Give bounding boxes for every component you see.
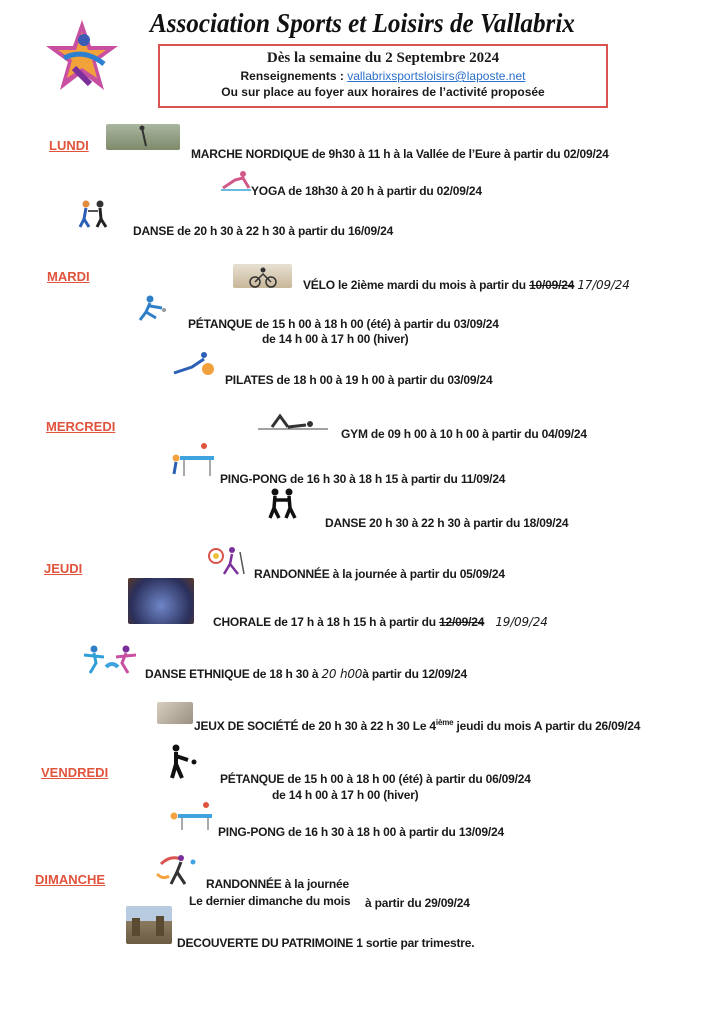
activity-randonnee-dimanche-2: Le dernier dimanche du mois bbox=[189, 894, 351, 908]
heritage-photo bbox=[126, 906, 172, 944]
jeux-text: JEUX DE SOCIÉTÉ de 20 h 30 à 22 h 30 Le 4 bbox=[194, 719, 436, 733]
jeux-date: jeudi du mois A partir du 26/09/24 bbox=[456, 719, 641, 733]
ping-pong-icon-2 bbox=[168, 800, 216, 832]
activity-ping-pong-mercredi: PING-PONG de 16 h 30 à 18 h 15 à partir du 11/09/24 bbox=[220, 472, 506, 486]
activity-petanque-vendredi-2: de 14 h 00 à 17 h 00 (hiver) bbox=[272, 788, 419, 802]
activity-pilates: PILATES de 18 h 00 à 19 h 00 à partir du 03/09/24 bbox=[225, 373, 493, 387]
association-logo bbox=[44, 18, 120, 94]
ping-pong-icon bbox=[168, 440, 216, 478]
activity-chorale bbox=[213, 615, 548, 629]
velo-text: VÉLO le 2ième mardi du mois à partir du bbox=[303, 278, 526, 292]
velo-new-date: 17/09/24 bbox=[577, 278, 630, 292]
jeux-superscript: ième bbox=[435, 718, 454, 727]
activity-petanque-mardi-1: PÉTANQUE de 15 h 00 à 18 h 00 (été) à partir du 03/09/24 bbox=[188, 317, 499, 331]
location-line: Ou sur place au foyer aux horaires de l’activité proposée bbox=[221, 85, 545, 99]
activity-randonnee-jeudi: RANDONNÉE à la journée à partir du 05/09/24 bbox=[254, 567, 505, 581]
activity-gym: GYM de 09 h 00 à 10 h 00 à partir du 04/09/24 bbox=[341, 427, 587, 441]
activity-jeux-de-societe bbox=[194, 718, 640, 733]
activity-petanque-mardi-2: de 14 h 00 à 17 h 00 (hiver) bbox=[262, 332, 409, 346]
day-mercredi: MERCREDI bbox=[46, 419, 116, 434]
chorale-old-date: 12/09/24 bbox=[439, 615, 485, 629]
ethnic-dance-icon bbox=[82, 643, 138, 675]
day-dimanche: DIMANCHE bbox=[35, 872, 106, 887]
board-games-photo bbox=[157, 702, 193, 724]
activity-randonnee-dimanche-1: RANDONNÉE à la journée bbox=[206, 877, 349, 891]
choir-photo bbox=[128, 578, 194, 624]
pilates-icon bbox=[172, 349, 218, 377]
chorale-text: CHORALE de 17 h à 18 h 15 h à partir du bbox=[213, 615, 436, 629]
page-title: Association Sports et Loisirs de Vallabrix bbox=[150, 8, 575, 38]
hiking-icon bbox=[204, 544, 246, 576]
contact-label: Renseignements : bbox=[240, 69, 344, 83]
day-lundi: LUNDI bbox=[49, 138, 89, 153]
activity-randonnee-dimanche-3: à partir du 29/09/24 bbox=[365, 896, 470, 910]
start-date-line: Dès la semaine du 2 Septembre 2024 bbox=[266, 50, 500, 66]
danse-ethnique-handwritten: 20 h00 bbox=[321, 667, 363, 681]
day-jeudi: JEUDI bbox=[44, 561, 83, 576]
activity-danse-lundi: DANSE de 20 h 30 à 22 h 30 à partir du 16/09/24 bbox=[133, 224, 394, 238]
email-link[interactable]: vallabrixsportsloisirs@laposte.net bbox=[347, 69, 526, 83]
gym-exercise-icon bbox=[258, 410, 328, 432]
dance-couple-icon bbox=[76, 199, 110, 229]
activity-marche-nordique: MARCHE NORDIQUE de 9h30 à 11 h à la Vallée de l’Eure à partir du 02/09/24 bbox=[191, 147, 609, 161]
hiking-icon-2 bbox=[155, 850, 201, 886]
activity-velo bbox=[303, 278, 630, 292]
velo-old-date: 10/09/24 bbox=[529, 278, 575, 292]
petanque-player-icon bbox=[136, 294, 168, 324]
activity-danse-ethnique bbox=[145, 667, 467, 681]
danse-ethnique-date: à partir du 12/09/24 bbox=[362, 667, 467, 681]
activity-patrimoine: DECOUVERTE DU PATRIMOINE 1 sortie par trimestre. bbox=[177, 936, 475, 950]
contact-line bbox=[160, 69, 606, 83]
info-box bbox=[158, 44, 608, 108]
day-mardi: MARDI bbox=[47, 269, 90, 284]
activity-petanque-vendredi-1: PÉTANQUE de 15 h 00 à 18 h 00 (été) à partir du 06/09/24 bbox=[220, 772, 531, 786]
chorale-new-date: 19/09/24 bbox=[495, 615, 548, 629]
nordic-walking-photo bbox=[106, 124, 180, 150]
yoga-icon bbox=[221, 168, 251, 192]
activity-yoga: YOGA de 18h30 à 20 h à partir du 02/09/24 bbox=[251, 184, 482, 198]
day-vendredi: VENDREDI bbox=[41, 765, 109, 780]
activity-danse-mercredi: DANSE 20 h 30 à 22 h 30 à partir du 18/09/24 bbox=[325, 516, 569, 530]
danse-ethnique-text: DANSE ETHNIQUE de 18 h 30 à bbox=[145, 667, 319, 681]
petanque-silhouette-icon bbox=[164, 744, 198, 780]
cycling-photo bbox=[233, 264, 292, 288]
activity-ping-pong-vendredi: PING-PONG de 16 h 30 à 18 h 00 à partir du 13/09/24 bbox=[218, 825, 504, 839]
dance-silhouette-icon bbox=[265, 488, 299, 520]
